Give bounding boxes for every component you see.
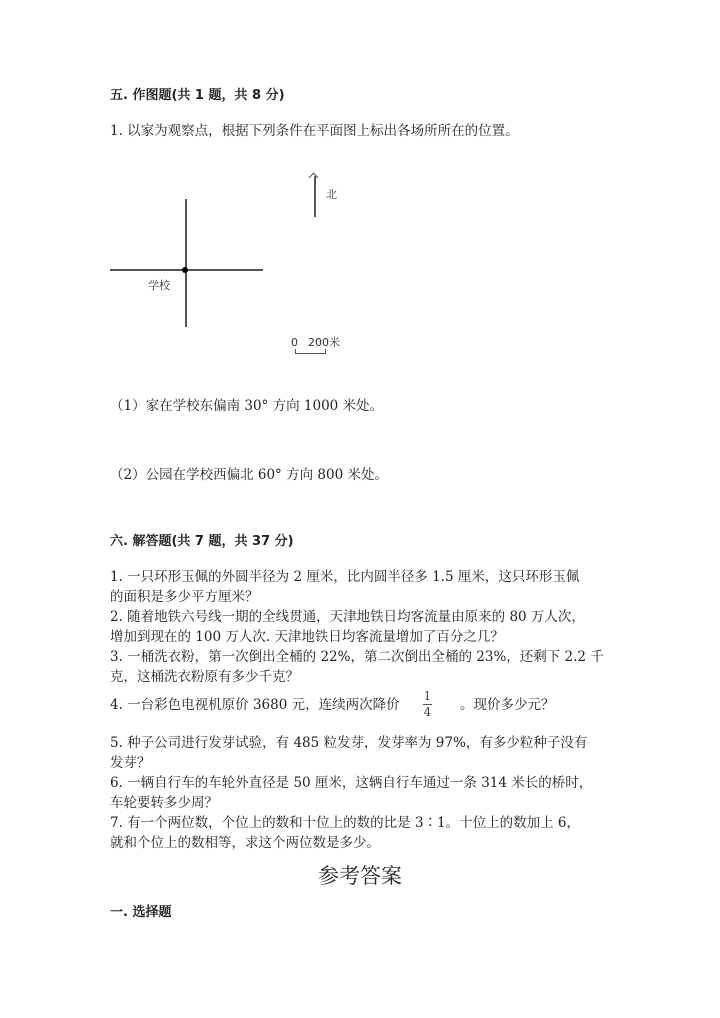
fraction-numerator: 1 xyxy=(423,689,432,703)
arrow-head-icon xyxy=(309,173,319,183)
school-point xyxy=(182,267,188,273)
question-line: 克，这桶洗衣粉原有多少千克？ xyxy=(110,669,299,685)
scale-bar xyxy=(295,349,326,354)
scale-label: 200米 xyxy=(308,336,340,349)
question-line: 2. 随着地铁六号线一期的全线贯通，天津地铁日均客流量由原来的 80 万人次， xyxy=(110,609,585,625)
question-line: 6. 一辆自行车的车轮外直径是 50 厘米，这辆自行车通过一条 314 米长的桥时， xyxy=(110,775,593,791)
condition-2: （2）公园在学校西偏北 60° 方向 800 米处。 xyxy=(110,467,388,483)
question-line: 就和个位上的数相等，求这个两位数是多少。 xyxy=(110,835,380,851)
question-line: 1. 一只环形玉佩的外圆半径为 2 厘米，比内圆半径多 1.5 厘米，这只环形玉佩 xyxy=(110,569,580,585)
question-line: 发芽？ xyxy=(110,755,151,771)
question-line: 车轮要转多少周？ xyxy=(110,795,218,811)
question-line: 5. 种子公司进行发芽试验，有 485 粒发芽，发芽率为 97%，有多少粒种子没有 xyxy=(110,735,588,751)
north-arrow-icon xyxy=(314,176,316,217)
fraction-denominator: 4 xyxy=(423,705,432,719)
question-4-suffix: 。现价多少元？ xyxy=(460,697,555,713)
section-6-title: 六. 解答题(共 7 题，共 37 分) xyxy=(110,534,294,549)
north-label: 北 xyxy=(326,188,337,201)
section-5-title: 五. 作图题(共 1 题，共 8 分) xyxy=(110,88,285,103)
scale-zero: 0 xyxy=(291,336,298,349)
condition-1: （1）家在学校东偏南 30° 方向 1000 米处。 xyxy=(110,398,384,414)
question-line: 3. 一桶洗衣粉，第一次倒出全桶的 22%，第二次倒出全桶的 23%，还剩下 2.2 千 xyxy=(110,649,604,665)
answers-title: 参考答案 xyxy=(318,864,402,888)
question-line: 的面积是多少平方厘米？ xyxy=(110,589,259,605)
question-line: 增加到现在的 100 万人次. 天津地铁日均客流量增加了百分之几？ xyxy=(110,629,504,645)
question-line: 7. 有一个两位数，个位上的数和十位上的数的比是 3∶1。十位上的数加上 6， xyxy=(110,815,581,831)
fraction xyxy=(423,689,432,720)
school-label: 学校 xyxy=(148,279,170,292)
question-4-text: 4. 一台彩色电视机原价 3680 元，连续两次降价 xyxy=(110,697,400,713)
question-text: 1. 以家为观察点，根据下列条件在平面图上标出各场所所在的位置。 xyxy=(110,123,519,139)
vertical-axis xyxy=(185,199,187,327)
answers-section-1: 一. 选择题 xyxy=(110,905,172,920)
